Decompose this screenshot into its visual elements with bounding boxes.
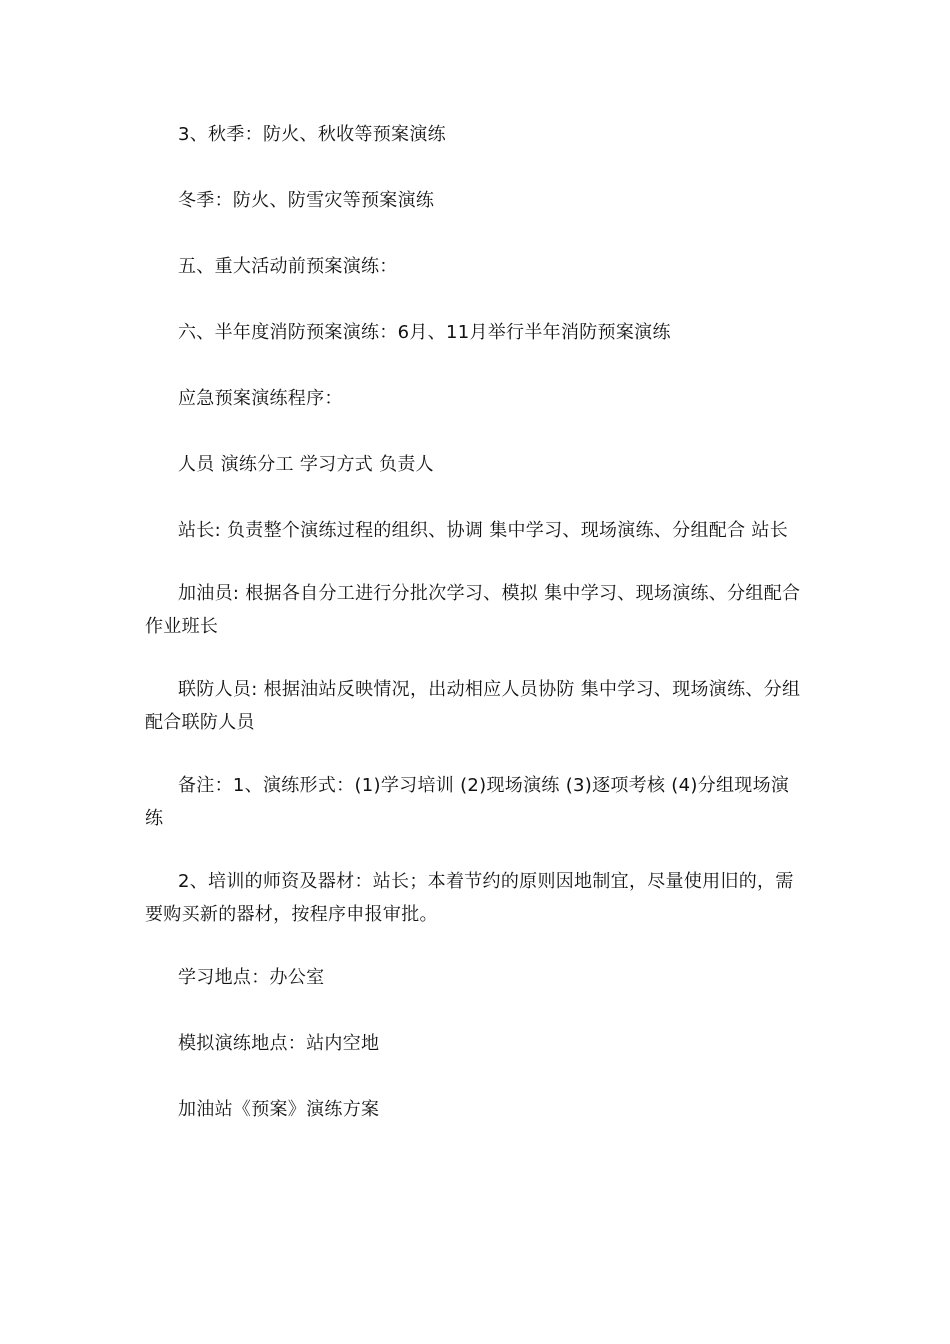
paragraph-simulation-location: 模拟演练地点：站内空地	[178, 1033, 380, 1054]
paragraph-joint-defense-role: 联防人员: 根据油站反映情况，出动相应人员协防 集中学习、现场演练、分组配合联防人员	[145, 679, 801, 733]
paragraph-study-location: 学习地点：办公室	[178, 967, 325, 988]
paragraph-winter-drill: 冬季：防火、防雪灾等预案演练	[178, 190, 435, 211]
paragraph-major-event-drill: 五、重大活动前预案演练：	[178, 256, 398, 277]
paragraph-table-header: 人员 演练分工 学习方式 负责人	[178, 454, 434, 475]
paragraph-emergency-procedure-heading: 应急预案演练程序：	[178, 388, 343, 409]
paragraph-drill-forms-note: 备注：1、演练形式：(1)学习培训 (2)现场演练 (3)逐项考核 (4)分组现场演练	[145, 775, 790, 829]
paragraph-autumn-drill: 3、秋季：防火、秋收等预案演练	[178, 124, 446, 145]
document-body	[145, 118, 805, 1126]
paragraph-station-manager-role: 站长: 负责整个演练过程的组织、协调 集中学习、现场演练、分组配合 站长	[178, 520, 789, 541]
paragraph-training-resources: 2、培训的师资及器材：站长；本着节约的原则因地制宜，尽量使用旧的，需要购买新的器材，按程序申报审批。	[145, 871, 794, 925]
paragraph-refueler-role: 加油员: 根据各自分工进行分批次学习、模拟 集中学习、现场演练、分组配合 作业班长	[145, 583, 801, 637]
paragraph-semiannual-fire-drill: 六、半年度消防预案演练：6月、11月举行半年消防预案演练	[178, 322, 671, 343]
paragraph-drill-plan-title: 加油站《预案》演练方案	[178, 1099, 380, 1120]
